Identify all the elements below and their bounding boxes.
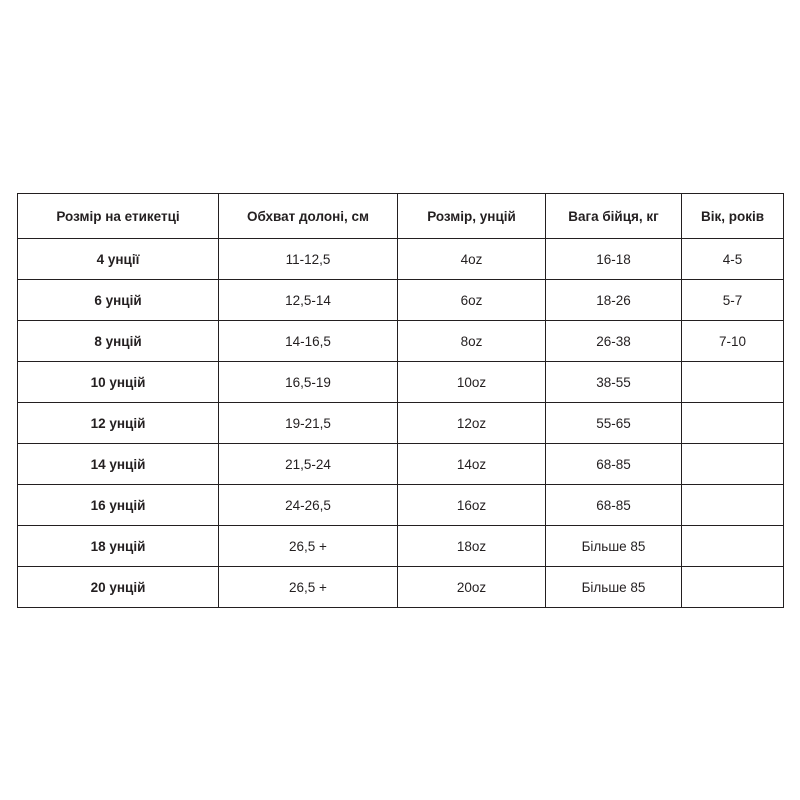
cell-palm-circumference: 11-12,5 bbox=[219, 239, 398, 280]
column-header-age: Вік, років bbox=[682, 194, 784, 239]
cell-age: 5-7 bbox=[682, 280, 784, 321]
table-row bbox=[18, 485, 784, 526]
cell-palm-circumference: 19-21,5 bbox=[219, 403, 398, 444]
cell-label-size: 12 унцій bbox=[18, 403, 219, 444]
cell-age bbox=[682, 526, 784, 567]
cell-label-size: 10 унцій bbox=[18, 362, 219, 403]
cell-size-ounces: 8oz bbox=[398, 321, 546, 362]
cell-fighter-weight: 38-55 bbox=[546, 362, 682, 403]
cell-palm-circumference: 24-26,5 bbox=[219, 485, 398, 526]
cell-palm-circumference: 12,5-14 bbox=[219, 280, 398, 321]
cell-palm-circumference: 16,5-19 bbox=[219, 362, 398, 403]
cell-fighter-weight: 26-38 bbox=[546, 321, 682, 362]
cell-label-size: 4 унції bbox=[18, 239, 219, 280]
size-chart-table bbox=[17, 193, 784, 608]
table-row bbox=[18, 280, 784, 321]
table-body bbox=[18, 239, 784, 608]
cell-label-size: 14 унцій bbox=[18, 444, 219, 485]
cell-size-ounces: 20oz bbox=[398, 567, 546, 608]
cell-age bbox=[682, 444, 784, 485]
cell-size-ounces: 12oz bbox=[398, 403, 546, 444]
column-header-label-size: Розмір на етикетці bbox=[18, 194, 219, 239]
table-header bbox=[18, 194, 784, 239]
cell-age bbox=[682, 362, 784, 403]
cell-size-ounces: 4oz bbox=[398, 239, 546, 280]
cell-size-ounces: 14oz bbox=[398, 444, 546, 485]
cell-age: 4-5 bbox=[682, 239, 784, 280]
cell-size-ounces: 10oz bbox=[398, 362, 546, 403]
cell-palm-circumference: 14-16,5 bbox=[219, 321, 398, 362]
table-row bbox=[18, 321, 784, 362]
cell-palm-circumference: 26,5 + bbox=[219, 567, 398, 608]
cell-fighter-weight: 68-85 bbox=[546, 485, 682, 526]
table-row bbox=[18, 444, 784, 485]
cell-label-size: 20 унцій bbox=[18, 567, 219, 608]
cell-fighter-weight: Більше 85 bbox=[546, 567, 682, 608]
cell-label-size: 16 унцій bbox=[18, 485, 219, 526]
table-row bbox=[18, 239, 784, 280]
cell-age bbox=[682, 485, 784, 526]
cell-palm-circumference: 21,5-24 bbox=[219, 444, 398, 485]
size-chart-container bbox=[17, 193, 783, 608]
table-row bbox=[18, 403, 784, 444]
table-row bbox=[18, 526, 784, 567]
cell-label-size: 18 унцій bbox=[18, 526, 219, 567]
column-header-size-ounces: Розмір, унцій bbox=[398, 194, 546, 239]
cell-age bbox=[682, 567, 784, 608]
column-header-palm-circumference: Обхват долоні, см bbox=[219, 194, 398, 239]
cell-size-ounces: 18oz bbox=[398, 526, 546, 567]
cell-fighter-weight: Більше 85 bbox=[546, 526, 682, 567]
cell-palm-circumference: 26,5 + bbox=[219, 526, 398, 567]
table-row bbox=[18, 362, 784, 403]
cell-age: 7-10 bbox=[682, 321, 784, 362]
table-header-row bbox=[18, 194, 784, 239]
cell-fighter-weight: 16-18 bbox=[546, 239, 682, 280]
cell-fighter-weight: 68-85 bbox=[546, 444, 682, 485]
cell-fighter-weight: 18-26 bbox=[546, 280, 682, 321]
column-header-fighter-weight: Вага бійця, кг bbox=[546, 194, 682, 239]
cell-fighter-weight: 55-65 bbox=[546, 403, 682, 444]
cell-age bbox=[682, 403, 784, 444]
table-row bbox=[18, 567, 784, 608]
cell-size-ounces: 16oz bbox=[398, 485, 546, 526]
cell-size-ounces: 6oz bbox=[398, 280, 546, 321]
cell-label-size: 8 унцій bbox=[18, 321, 219, 362]
cell-label-size: 6 унцій bbox=[18, 280, 219, 321]
